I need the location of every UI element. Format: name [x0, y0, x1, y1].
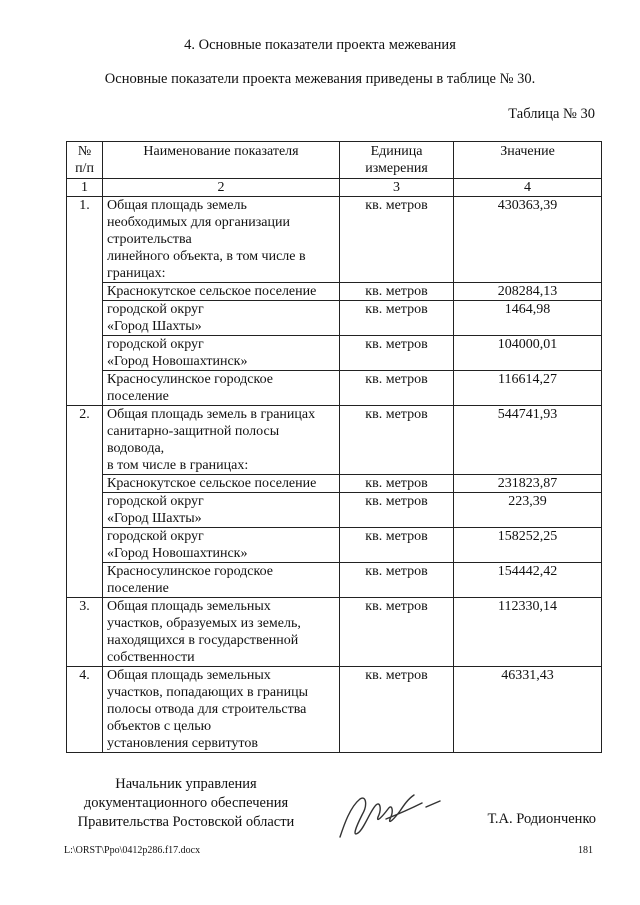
table-caption: Таблица № 30	[508, 106, 595, 122]
indicator-name-cell: городской округ «Город Новошахтинск»	[103, 336, 340, 371]
page-number: 181	[578, 845, 593, 856]
row-number-cell: 4.	[67, 667, 103, 753]
row-number-cell: 1.	[67, 197, 103, 406]
unit-cell: кв. метров	[340, 563, 454, 598]
header-cell-name: Наименование показателя	[103, 142, 340, 179]
table-header-row	[67, 142, 602, 179]
value-cell: 231823,87	[454, 475, 602, 493]
value-cell: 112330,14	[454, 598, 602, 667]
index-cell: 3	[340, 179, 454, 197]
indicator-name-cell: Красносулинское городское поселение	[103, 563, 340, 598]
value-cell: 544741,93	[454, 406, 602, 475]
table-row	[67, 493, 602, 528]
signer-position-line: Правительства Ростовской области	[77, 814, 295, 830]
signer-name: Т.А. Родионченко	[487, 811, 596, 827]
value-cell: 116614,27	[454, 371, 602, 406]
table-row	[67, 598, 602, 667]
index-cell: 4	[454, 179, 602, 197]
table-row	[67, 406, 602, 475]
handwritten-signature	[330, 785, 450, 845]
unit-cell: кв. метров	[340, 336, 454, 371]
header-cell-value: Значение	[454, 142, 602, 179]
table-row	[67, 197, 602, 283]
unit-cell: кв. метров	[340, 528, 454, 563]
intro-paragraph: Основные показатели проекта межевания приведены в таблице № 30.	[104, 71, 536, 87]
indicators-table	[66, 141, 602, 753]
value-cell: 208284,13	[454, 283, 602, 301]
indicator-name-cell: городской округ «Город Новошахтинск»	[103, 528, 340, 563]
table-row	[67, 283, 602, 301]
table-row	[67, 475, 602, 493]
indicator-name-cell: Общая площадь земель в границах санитарно-защитной полосы водовода, в том числе в границах:	[103, 406, 340, 475]
unit-cell: кв. метров	[340, 301, 454, 336]
unit-cell: кв. метров	[340, 493, 454, 528]
table-row	[67, 528, 602, 563]
indicator-name-cell: Краснокутское сельское поселение	[103, 475, 340, 493]
unit-cell: кв. метров	[340, 283, 454, 301]
table-row	[67, 371, 602, 406]
value-cell: 46331,43	[454, 667, 602, 753]
header-cell-num: № п/п	[67, 142, 103, 179]
value-cell: 154442,42	[454, 563, 602, 598]
indicator-name-cell: городской округ «Город Шахты»	[103, 493, 340, 528]
signer-position	[56, 775, 316, 832]
table-row	[67, 563, 602, 598]
index-cell: 1	[67, 179, 103, 197]
indicator-name-cell: Общая площадь земельных участков, образуемых из земель, находящихся в государственной собственности	[103, 598, 340, 667]
footer-file-path: L:\ORST\Ppo\0412p286.f17.docx	[64, 845, 201, 856]
signer-position-line: документационного обеспечения	[83, 795, 289, 811]
indicator-name-cell: Общая площадь земельных участков, попадающих в границы полосы отвода для строительства объектов с целью установления сервитутов	[103, 667, 340, 753]
table-index-row	[67, 179, 602, 197]
table-row	[67, 336, 602, 371]
unit-cell: кв. метров	[340, 197, 454, 283]
value-cell: 158252,25	[454, 528, 602, 563]
row-number-cell: 3.	[67, 598, 103, 667]
unit-cell: кв. метров	[340, 371, 454, 406]
unit-cell: кв. метров	[340, 667, 454, 753]
unit-cell: кв. метров	[340, 406, 454, 475]
section-heading: 4. Основные показатели проекта межевания	[184, 37, 456, 53]
indicator-name-cell: Красносулинское городское поселение	[103, 371, 340, 406]
header-cell-unit: Единица измерения	[340, 142, 454, 179]
indicator-name-cell: городской округ «Город Шахты»	[103, 301, 340, 336]
indicator-name-cell: Краснокутское сельское поселение	[103, 283, 340, 301]
signer-position-line: Начальник управления	[115, 776, 257, 792]
table-row	[67, 667, 602, 753]
value-cell: 430363,39	[454, 197, 602, 283]
index-cell: 2	[103, 179, 340, 197]
indicator-name-cell: Общая площадь земель необходимых для организации строительства линейного объекта, в том числе в границах:	[103, 197, 340, 283]
row-number-cell: 2.	[67, 406, 103, 598]
value-cell: 1464,98	[454, 301, 602, 336]
value-cell: 223,39	[454, 493, 602, 528]
unit-cell: кв. метров	[340, 598, 454, 667]
value-cell: 104000,01	[454, 336, 602, 371]
unit-cell: кв. метров	[340, 475, 454, 493]
table-row	[67, 301, 602, 336]
